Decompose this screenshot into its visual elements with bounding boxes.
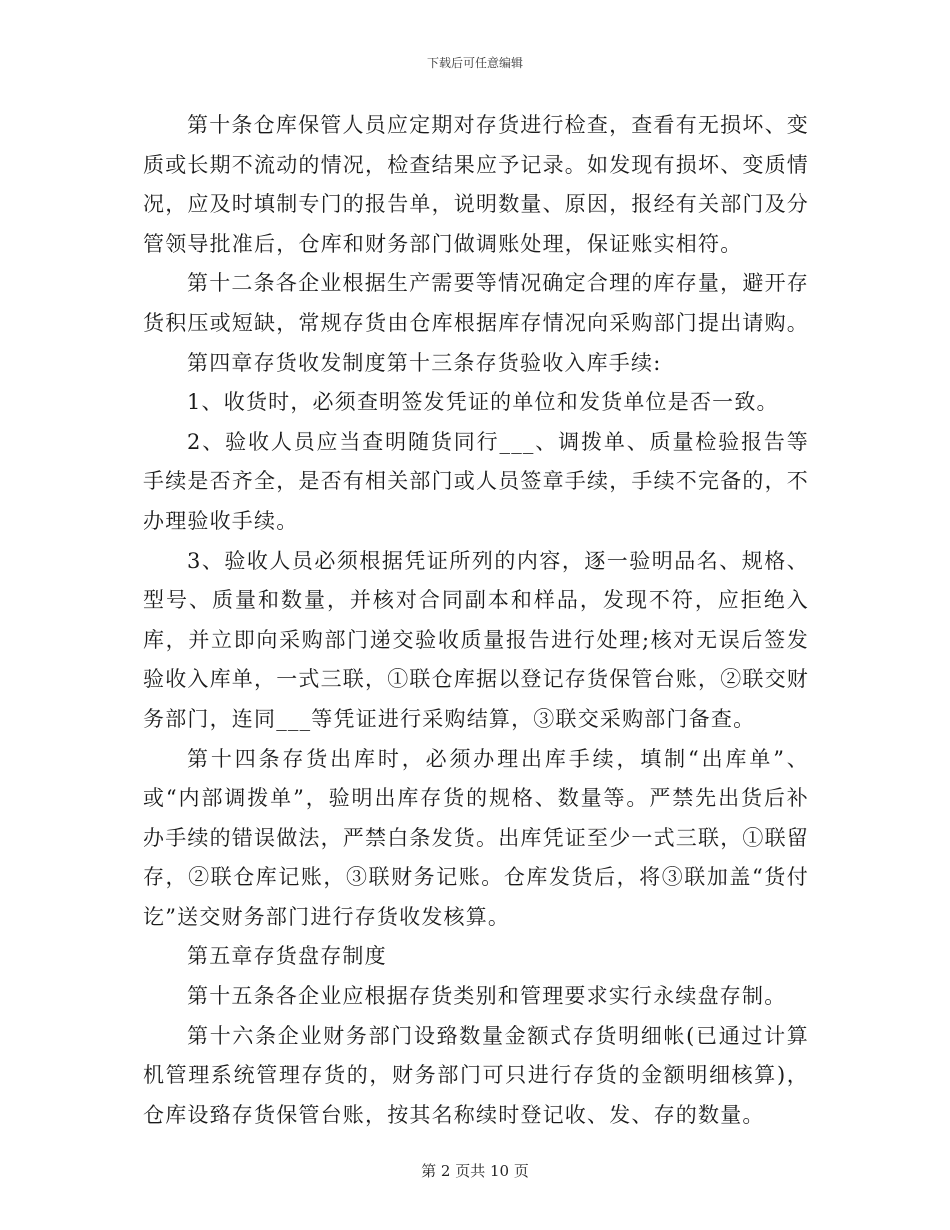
paragraph-item-2: 2、验收人员应当查明随货同行___、调拨单、质量检验报告等手续是否齐全，是否有相关部门或人员签章手续，手续不完备的，不办理验收手续。 [143, 429, 809, 533]
paragraph-chapter-5-heading: 第五章存货盘存制度 [187, 944, 387, 969]
paragraph-article-16: 第十六条企业财务部门设臵数量金额式存货明细帐(已通过计算机管理系统管理存货的，财务部门可只进行存货的金额明细核算)，仓库设臵存货保管台账，按其名称续时登记收、发、存的数量。 [143, 1023, 809, 1127]
paragraph-item-3: 3、验收人员必须根据凭证所列的内容，逐一验明品名、规格、型号、质量和数量，并核对合同副本和样品，发现不符，应拒绝入库，并立即向采购部门递交验收质量报告进行处理;核对无误后签发验收入库单，一式三联，①联仓库据以登记存货保管台账，②联交财务部门，连同___等凭证进行采购结算，③联交采购部门备查。 [143, 548, 809, 731]
paragraph-article-10: 第十条仓库保管人员应定期对存货进行检查，查看有无损坏、变质或长期不流动的情况，检查结果应予记录。如发现有损坏、变质情况，应及时填制专门的报告单，说明数量、原因，报经有关部门及分管领导批准后，仓库和财务部门做调账处理，保证账实相符。 [143, 113, 809, 256]
paragraph-article-12: 第十二条各企业根据生产需要等情况确定合理的库存量，避开存货积压或短缺，常规存货由仓库根据库存情况向采购部门提出请购。 [143, 271, 809, 335]
document-body [143, 106, 809, 1135]
page-footer: 第 2 页共 10 页 [421, 1162, 529, 1180]
page-header: 下载后可任意编辑 [426, 56, 523, 70]
paragraph-chapter-4-heading: 第四章存货收发制度第十三条存货验收入库手续: [187, 350, 662, 375]
paragraph-item-1: 1、收货时，必须查明签发凭证的单位和发货单位是否一致。 [187, 390, 779, 415]
paragraph-article-15: 第十五条各企业应根据存货类别和管理要求实行永续盘存制。 [187, 984, 787, 1009]
paragraph-article-14: 第十四条存货出库时，必须办理出库手续，填制“出库单”、或“内部调拨单”，验明出库存货的规格、数量等。严禁先出货后补办手续的错误做法，严禁白条发货。出库凭证至少一式三联，①联留存，②联仓库记账，③联财务记账。仓库发货后，将③联加盖“货付讫”送交财务部门进行存货收发核算。 [143, 746, 809, 929]
